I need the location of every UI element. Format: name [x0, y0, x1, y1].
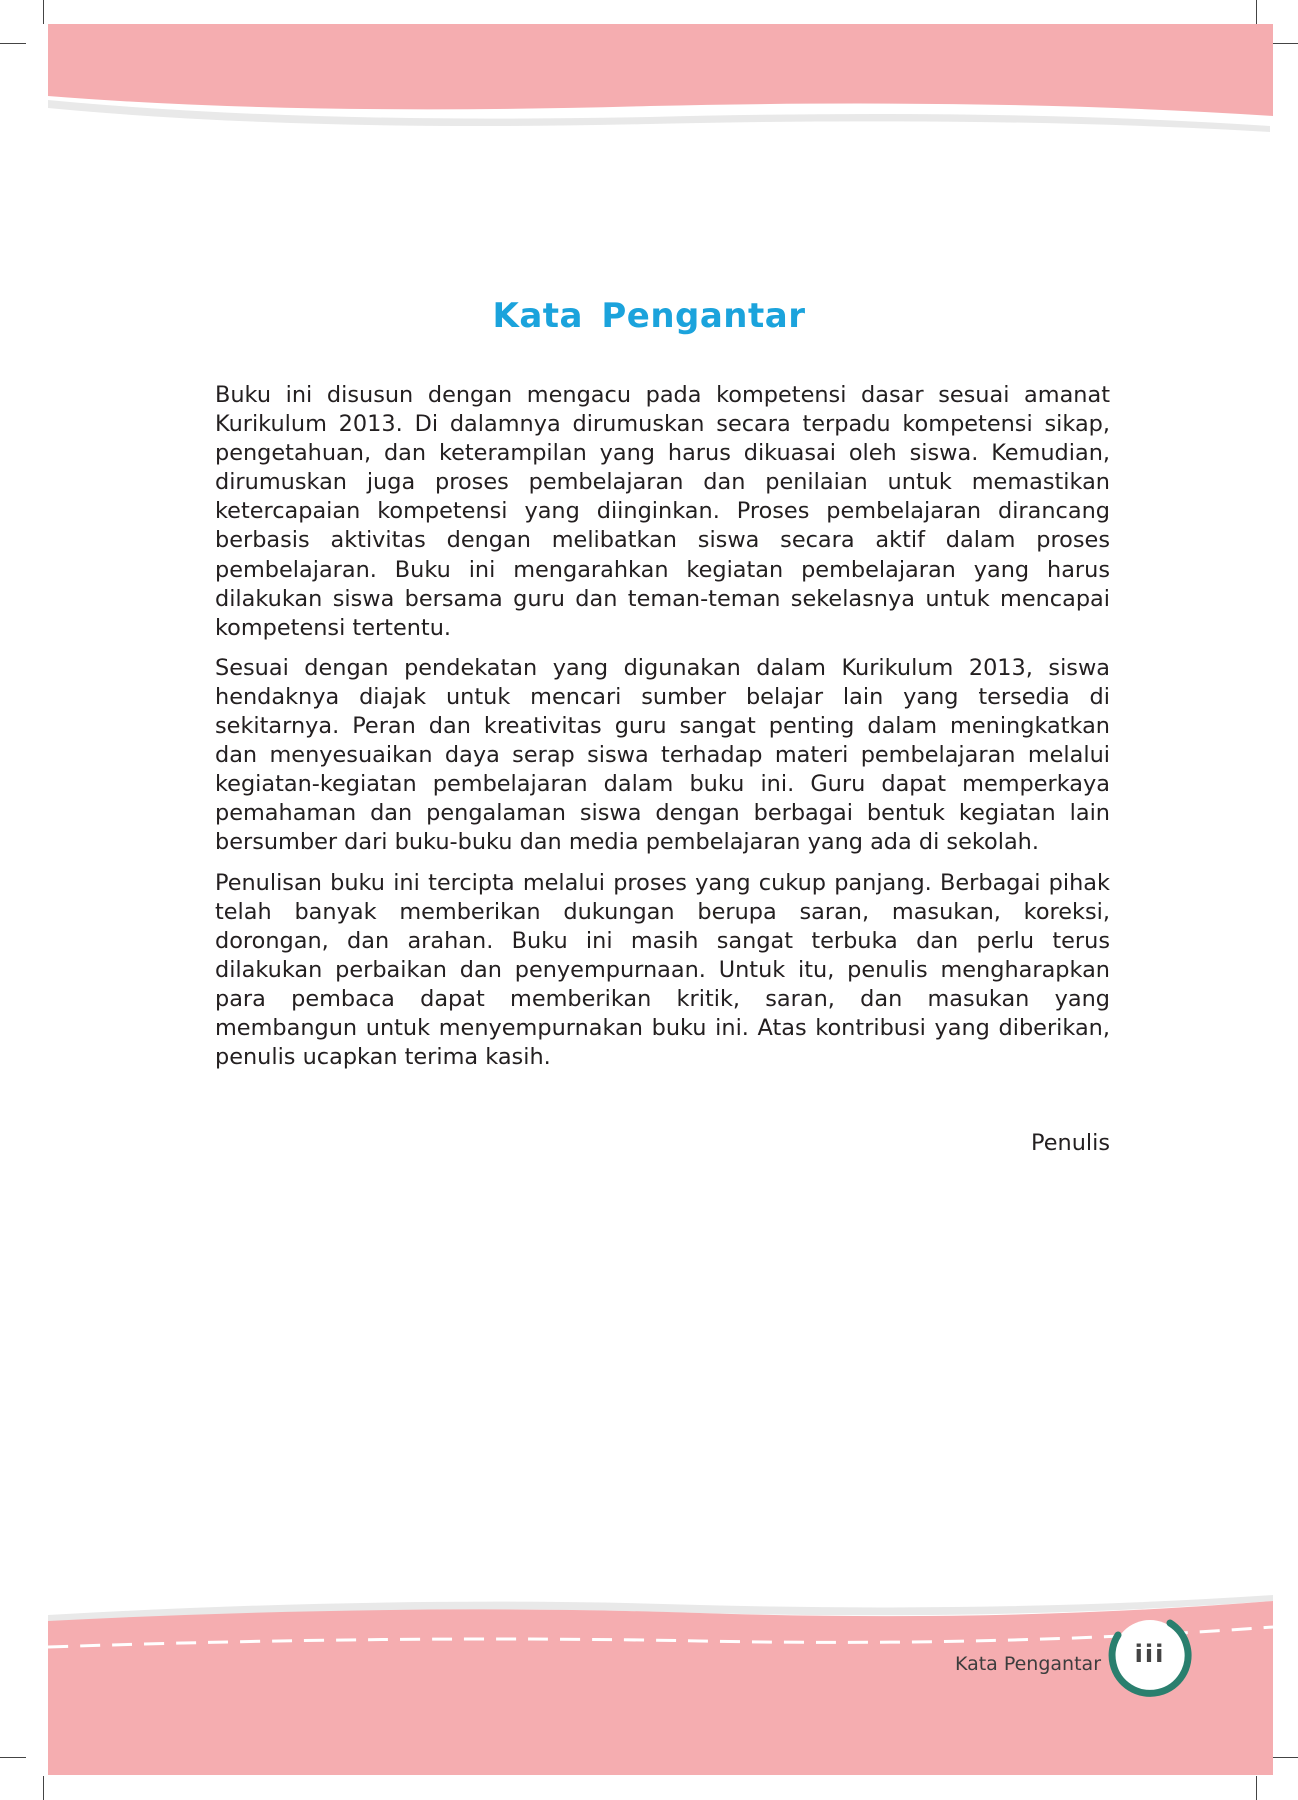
bottom-band-fill — [48, 1601, 1273, 1775]
footer-section-label: Kata Pengantar — [954, 1653, 1101, 1675]
foreword-body — [215, 381, 1110, 1083]
top-band-fill — [48, 24, 1273, 116]
paragraph: Penulisan buku ini tercipta melalui proses yang cukup panjang. Berbagai pihak telah banyak memberikan dukungan berupa saran, masukan, koreksi, dorongan, dan arahan. Buku ini masih sangat terbuka dan perlu terus dilakukan perbaikan dan penyempurnaan. Untuk itu, penulis mengharapkan para pembaca dapat memberikan kritik, saran, dan masukan yang membangun untuk menyempurnakan buku ini. Atas kontribusi yang diberikan, penulis ucapkan terima kasih. — [215, 869, 1110, 1071]
paragraph: Sesuai dengan pendekatan yang digunakan dalam Kurikulum 2013, siswa hendaknya diajak untuk mencari sumber belajar lain yang tersedia di sekitarnya. Peran dan kreativitas guru sangat penting dalam meningkatkan dan menyesuaikan daya serap siswa terhadap materi pembelajaran melalui kegiatan-kegiatan pembelajaran dalam buku ini. Guru dapat memperkaya pemahaman dan pengalaman siswa dengan berbagai bentuk kegiatan lain bersumber dari buku-buku dan media pembelajaran yang ada di sekolah. — [215, 654, 1110, 856]
page-number: iii — [1134, 1640, 1166, 1668]
paragraph: Buku ini disusun dengan mengacu pada kompetensi dasar sesuai amanat Kurikulum 2013. Di dalamnya dirumuskan secara terpadu kompetensi sikap, pengetahuan, dan keterampilan yang harus dikuasai oleh siswa. Kemudian, dirumuskan juga proses pembelajaran dan penilaian untuk memastikan ketercapaian kompetensi yang diinginkan. Proses pembelajaran dirancang berbasis aktivitas dengan melibatkan siswa secara aktif dalam proses pembelajaran. Buku ini mengarahkan kegiatan pembelajaran yang harus dilakukan siswa bersama guru dan teman-teman sekelasnya untuk mencapai kompetensi tertentu. — [215, 382, 1110, 641]
top-wave-band — [0, 0, 1298, 140]
bottom-wave-band — [0, 1575, 1298, 1800]
author-signature: Penulis — [1031, 1130, 1110, 1156]
page-title: Kata Pengantar — [492, 296, 806, 336]
